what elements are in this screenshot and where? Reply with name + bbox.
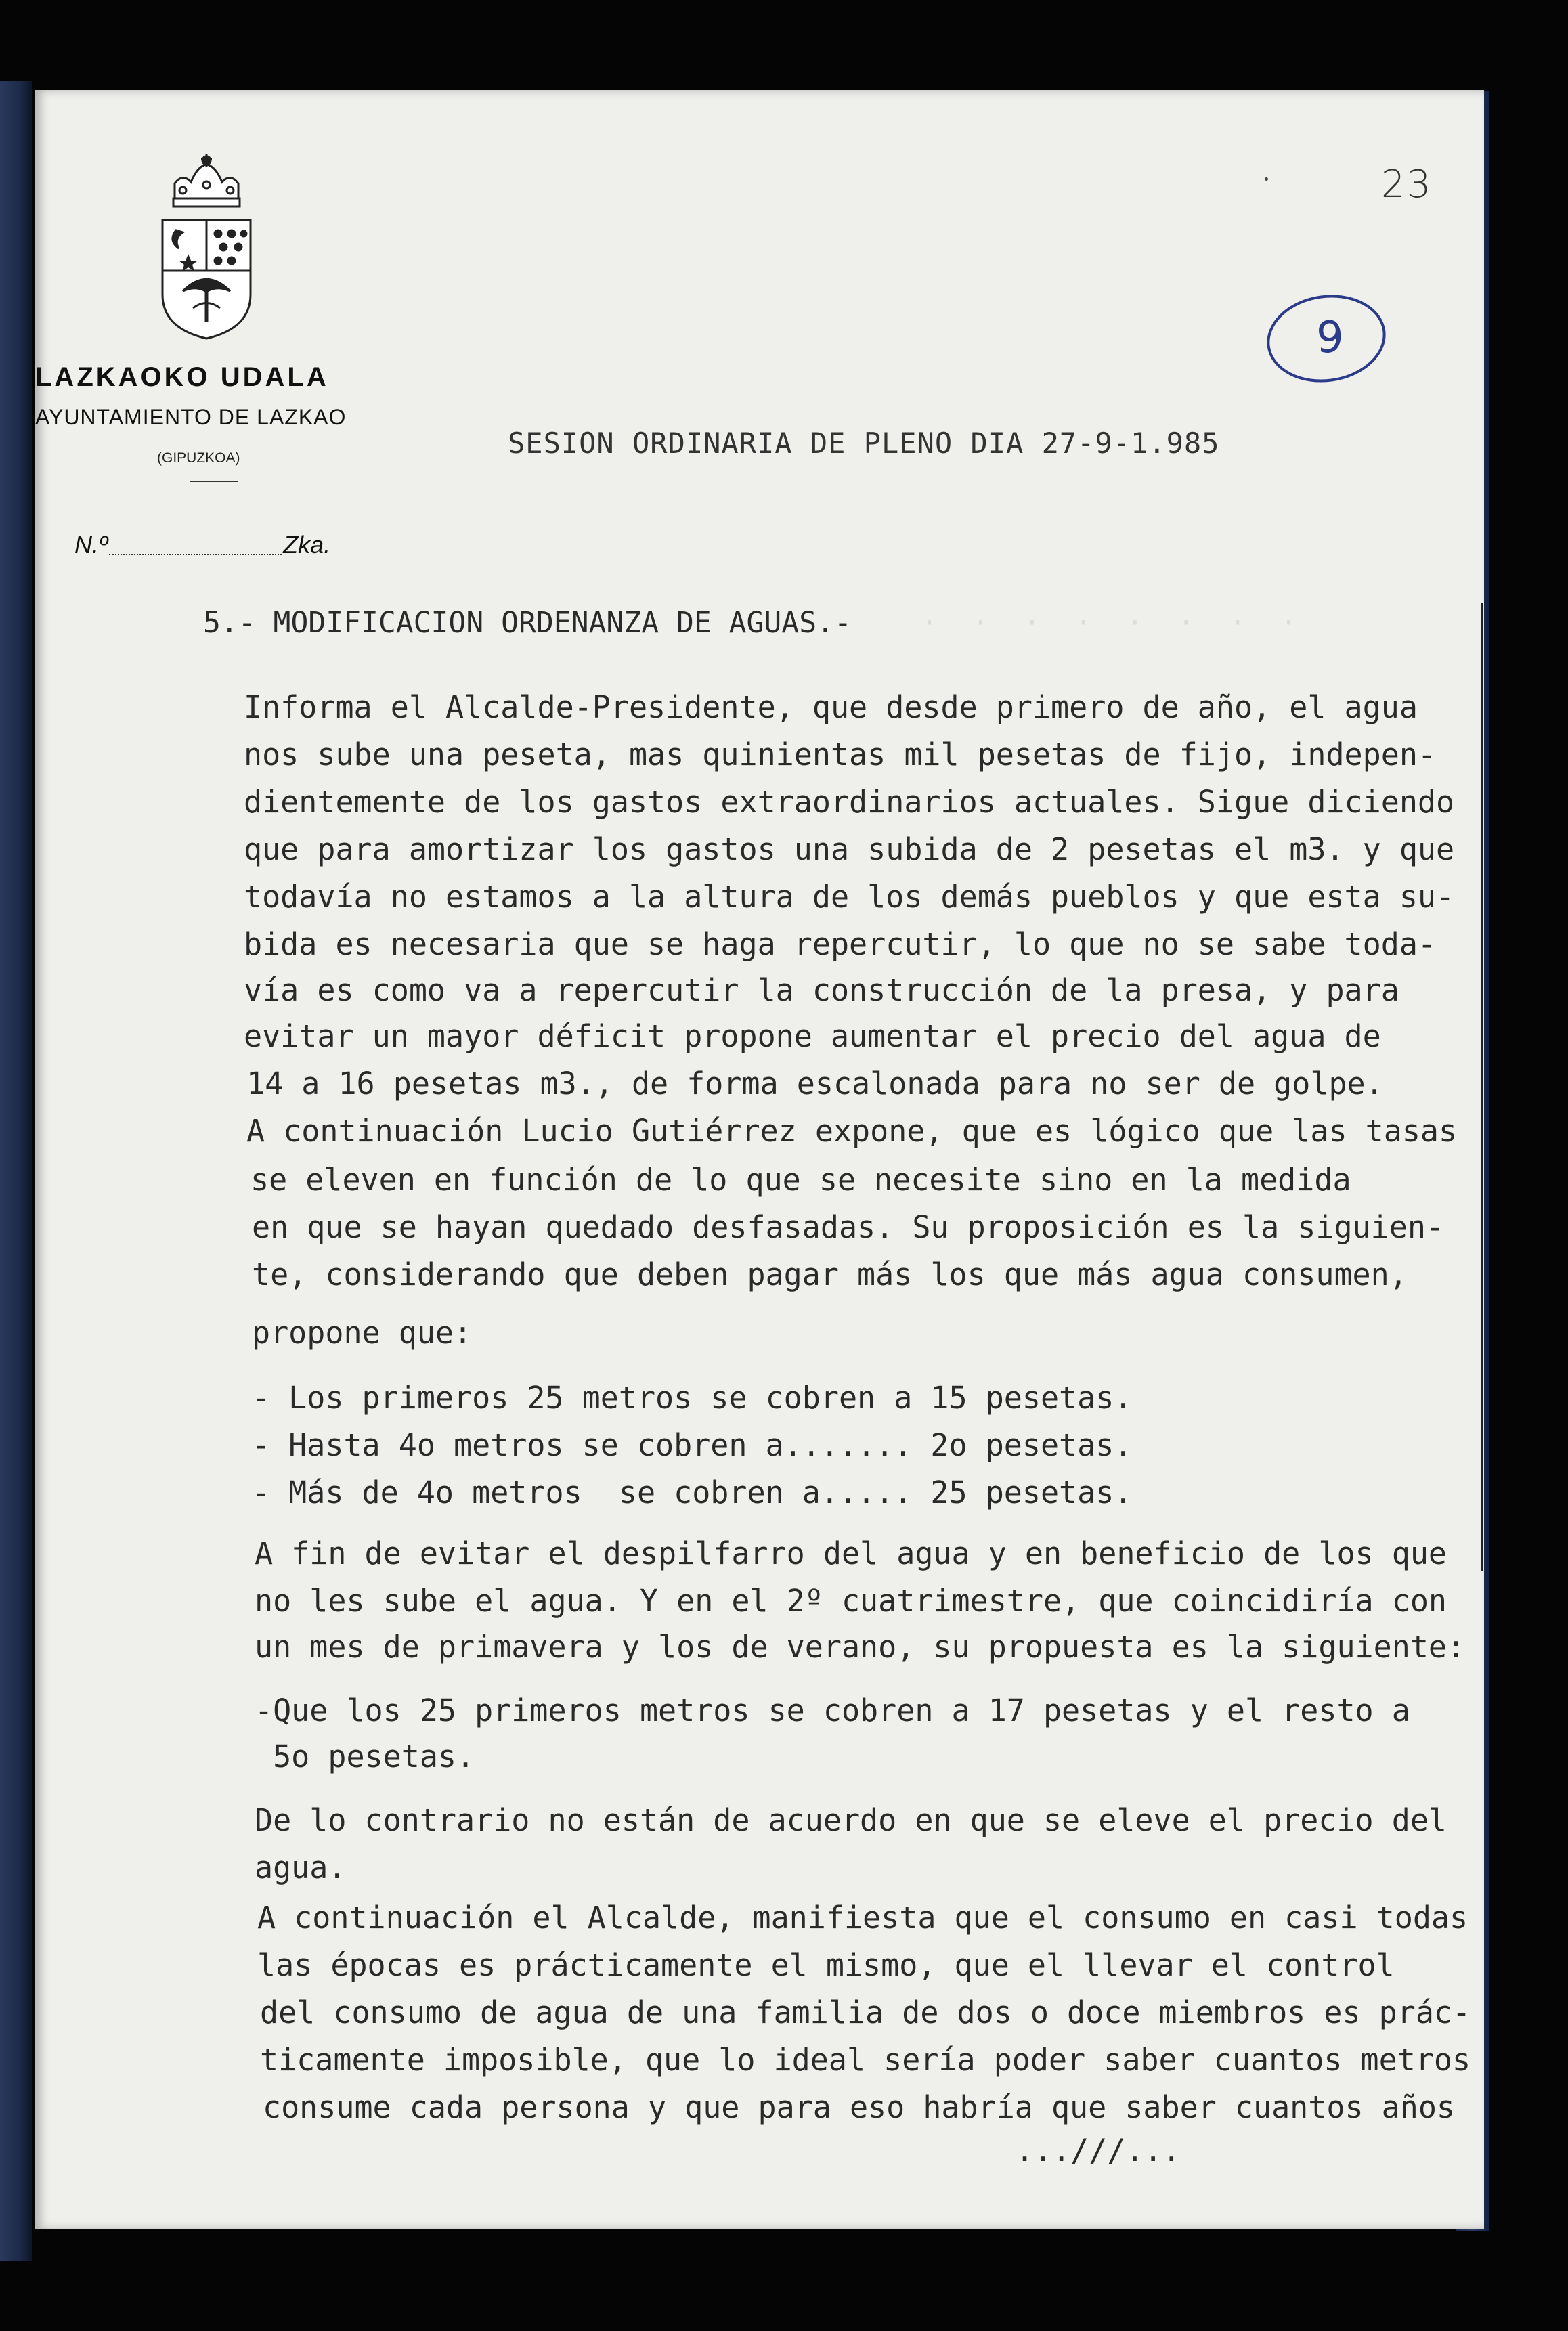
body-line: un mes de primavera y los de verano, su propuesta es la siguiente: [255, 1629, 1466, 1665]
body-line: dientemente de los gastos extraordinarios actuales. Sigue diciendo [244, 784, 1455, 820]
body-line: A continuación Lucio Gutiérrez expone, que es lógico que las tasas [246, 1113, 1458, 1149]
body-line: agua. [255, 1850, 347, 1886]
continuation-mark: ...///... [1016, 2133, 1181, 2169]
body-line: A fin de evitar el despilfarro del agua y en beneficio de los que [255, 1535, 1447, 1571]
body-line: en que se hayan quedado desfasadas. Su proposición es la siguien- [252, 1209, 1444, 1245]
tariff-item: - Hasta 4o metros se cobren a....... 2o pesetas. [252, 1427, 1133, 1463]
body-line: evitar un mayor déficit propone aumentar el precio del agua de [244, 1018, 1381, 1054]
body-line: 5o pesetas. [255, 1739, 475, 1774]
number-label-no: N.º [74, 531, 108, 559]
body-line: A continuación el Alcalde, manifiesta que el consumo en casi todas [257, 1900, 1468, 1936]
body-line: bida es necesaria que se haga repercutir, lo que no se sabe toda- [244, 926, 1436, 962]
body-line: todavía no estamos a la altura de los demás pueblos y que esta su- [244, 879, 1455, 915]
header-divider [190, 481, 238, 482]
province-label: (GIPUZKOA) [157, 450, 240, 466]
tariff-item: - Los primeros 25 metros se cobren a 15 pesetas. [252, 1380, 1133, 1416]
session-title: SESION ORDINARIA DE PLENO DIA 27-9-1.985 [508, 427, 1220, 460]
circled-number-text: 9 [1316, 313, 1344, 363]
body-line: 14 a 16 pesetas m3., de forma escalonada para no ser de golpe. [246, 1066, 1384, 1102]
tariff-item: - Más de 4o metros se cobren a..... 25 pesetas. [252, 1475, 1133, 1510]
body-line: las épocas es prácticamente el mismo, que el llevar el control [257, 1947, 1395, 1983]
bleed-through-text: · · · · · · · · [921, 606, 1298, 639]
body-line: ticamente imposible, que lo ideal sería poder saber cuantos metros [260, 2042, 1471, 2078]
section-heading: 5.- MODIFICACION ORDENANZA DE AGUAS.- [203, 606, 852, 640]
page-right-margin-line [1481, 603, 1483, 1571]
page-number: 23 [1381, 162, 1433, 206]
body-line: -Que los 25 primeros metros se cobren a 17 pesetas y el resto a [255, 1693, 1410, 1728]
body-line: nos sube una peseta, mas quinientas mil pesetas de fijo, indepen- [244, 737, 1436, 772]
body-line: De lo contrario no están de acuerdo en que se eleve el precio del [255, 1802, 1447, 1838]
number-dotted-line [109, 554, 282, 555]
handwritten-circled-number [1265, 290, 1388, 385]
number-label-zka: Zka. [283, 531, 331, 559]
pencil-dot [1265, 177, 1268, 181]
binder-cover-left [0, 81, 32, 2261]
body-line: te, considerando que deben pagar más los que más agua consumen, [252, 1257, 1408, 1292]
municipality-name-spanish: AYUNTAMIENTO DE LAZKAO [35, 405, 347, 429]
body-line: vía es como va a repercutir la construcción de la presa, y para [244, 972, 1399, 1008]
body-line: no les sube el agua. Y en el 2º cuatrimestre, que coincidiría con [255, 1583, 1447, 1619]
body-line: Informa el Alcalde-Presidente, que desde primero de año, el agua [244, 689, 1418, 725]
body-line: que para amortizar los gastos una subida de 2 pesetas el m3. y que [244, 831, 1455, 867]
coat-of-arms-icon [156, 152, 257, 342]
municipality-name-basque: LAZKAOKO UDALA [35, 362, 329, 392]
document-number-field [74, 531, 330, 559]
body-line: del consumo de agua de una familia de dos o doce miembros es prác- [260, 1995, 1471, 2030]
body-line: se eleven en función de lo que se necesite sino en la medida [251, 1162, 1351, 1198]
body-line: consume cada persona y que para eso habría que saber cuantos años [263, 2089, 1455, 2125]
body-line: propone que: [252, 1315, 473, 1351]
